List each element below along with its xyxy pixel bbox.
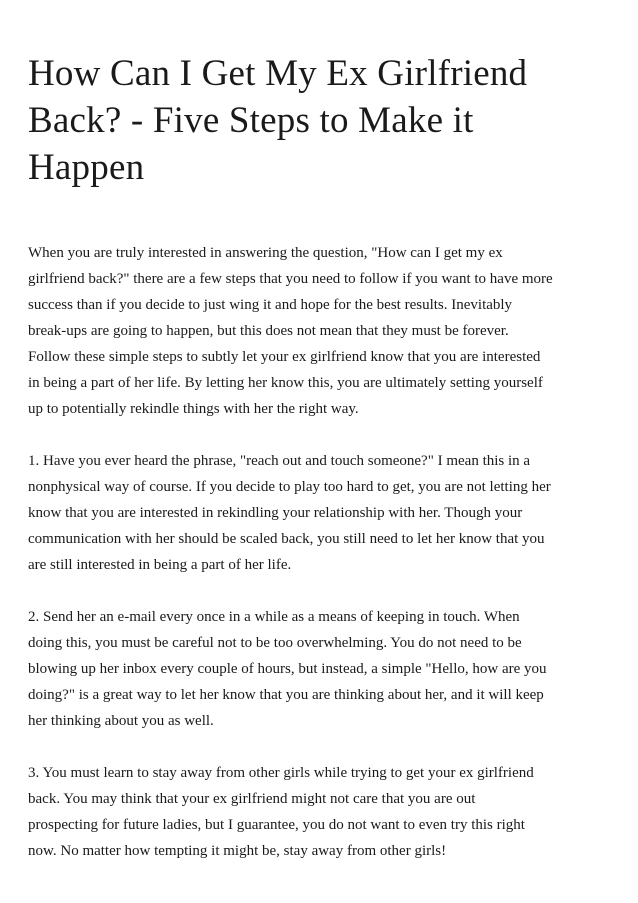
text-line: in being a part of her life. By letting her know this, you are ultimately setting yourself	[28, 375, 543, 391]
text-line: now. No matter how tempting it might be, stay away from other girls!	[28, 843, 447, 859]
text-line: 3. You must learn to stay away from other girls while trying to get your ex girlfriend	[28, 765, 534, 781]
text-line: girlfriend back?" there are a few steps that you need to follow if you want to have more	[28, 271, 553, 287]
title-line: Happen	[28, 147, 145, 188]
text-line: 2. Send her an e-mail every once in a while as a means of keeping in touch. When	[28, 609, 520, 625]
text-line: up to potentially rekindle things with her the right way.	[28, 401, 359, 417]
text-line: doing?" is a great way to let her know that you are thinking about her, and it will keep	[28, 687, 544, 703]
title-line: Back? - Five Steps to Make it	[28, 100, 474, 141]
title-line: How Can I Get My Ex Girlfriend	[28, 53, 528, 94]
text-line: blowing up her inbox every couple of hours, but instead, a simple "Hello, how are you	[28, 661, 547, 677]
text-line: her thinking about you as well.	[28, 713, 214, 729]
step-2-paragraph	[28, 604, 618, 734]
text-line: prospecting for future ladies, but I guarantee, you do not want to even try this right	[28, 817, 525, 833]
text-line: success than if you decide to just wing it and hope for the best results. Inevitably	[28, 297, 513, 313]
text-line: 1. Have you ever heard the phrase, "reach out and touch someone?" I mean this in a	[28, 453, 531, 469]
intro-paragraph	[28, 240, 618, 422]
text-line: Follow these simple steps to subtly let your ex girlfriend know that you are interested	[28, 349, 541, 365]
text-line: know that you are interested in rekindling your relationship with her. Though your	[28, 505, 523, 521]
document-page	[28, 50, 618, 864]
article-body	[28, 240, 618, 864]
page-title	[28, 50, 618, 191]
step-1-paragraph	[28, 448, 618, 578]
text-line: doing this, you must be careful not to be too overwhelming. You do not need to be	[28, 635, 522, 651]
text-line: When you are truly interested in answering the question, "How can I get my ex	[28, 245, 503, 261]
text-line: nonphysical way of course. If you decide to play too hard to get, you are not letting her	[28, 479, 551, 495]
text-line: are still interested in being a part of her life.	[28, 557, 292, 573]
text-line: break-ups are going to happen, but this does not mean that they must be forever.	[28, 323, 509, 339]
text-line: communication with her should be scaled back, you still need to let her know that you	[28, 531, 545, 547]
step-3-paragraph	[28, 760, 618, 864]
text-line: back. You may think that your ex girlfriend might not care that you are out	[28, 791, 476, 807]
